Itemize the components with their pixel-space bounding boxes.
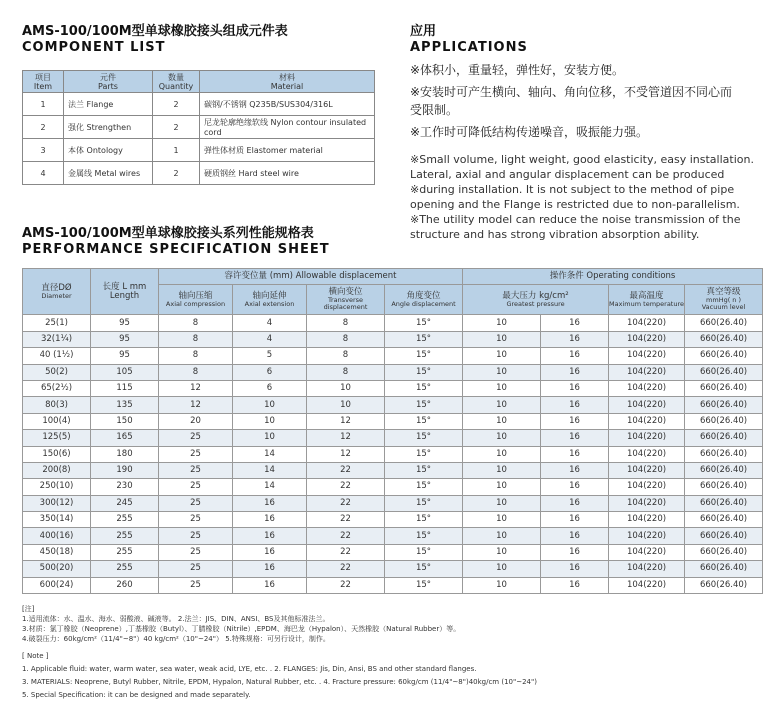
spec-cell-length: 165: [91, 430, 159, 446]
spec-cell-transverse: 8: [307, 315, 385, 331]
spec-cell-angle: 15°: [385, 364, 463, 380]
spec-cell-temperature: 104(220): [609, 512, 685, 528]
spec-cell-transverse: 8: [307, 348, 385, 364]
spec-cell-pressure-b: 16: [541, 512, 609, 528]
spec-cell-length: 180: [91, 446, 159, 462]
spec-cell-angle: 15°: [385, 495, 463, 511]
spec-cell-vacuum: 660(26.40): [685, 397, 763, 413]
spec-cell-temperature: 104(220): [609, 462, 685, 478]
spec-cell-vacuum: 660(26.40): [685, 315, 763, 331]
header-item: 项目 Item: [23, 71, 64, 93]
spec-cell-vacuum: 660(26.40): [685, 331, 763, 347]
spec-cell-angle: 15°: [385, 446, 463, 462]
spec-cell-pressure-b: 16: [541, 348, 609, 364]
spec-cell-diameter: 125(5): [23, 430, 91, 446]
spec-cell-angle: 15°: [385, 413, 463, 429]
notes-en-head: [ Note ]: [22, 652, 49, 660]
notes-en: [22, 651, 537, 700]
spec-cell-axial-compression: 25: [159, 462, 233, 478]
spec-cell-pressure-a: 10: [463, 348, 541, 364]
spec-cell-axial-extension: 5: [233, 348, 307, 364]
header-operating-conditions: 操作条件 Operating conditions: [463, 269, 763, 285]
spec-cell-axial-compression: 12: [159, 380, 233, 396]
spec-cell-diameter: 32(1¼): [23, 331, 91, 347]
spec-cell-angle: 15°: [385, 577, 463, 593]
spec-cell-angle: 15°: [385, 397, 463, 413]
spec-cell-axial-extension: 16: [233, 512, 307, 528]
spec-cell-vacuum: 660(26.40): [685, 544, 763, 560]
application-en-line: opening and the Flange is restricted due to non-parallelism.: [410, 198, 740, 211]
spec-cell-axial-extension: 10: [233, 397, 307, 413]
spec-cell-pressure-a: 10: [463, 512, 541, 528]
application-cn-line: ※安装时可产生横向、轴向、角向位移，不受管道因不同心而: [410, 85, 733, 99]
spec-cell-angle: 15°: [385, 479, 463, 495]
component-cell-qty: 2: [153, 116, 200, 139]
spec-row: [23, 544, 763, 560]
spec-row: [23, 577, 763, 593]
spec-cell-diameter: 40 (1½): [23, 348, 91, 364]
spec-cell-vacuum: 660(26.40): [685, 446, 763, 462]
spec-cell-axial-extension: 6: [233, 364, 307, 380]
application-cn-line: ※体积小，重量轻，弹性好，安装方便。: [410, 63, 625, 77]
spec-cell-axial-compression: 8: [159, 348, 233, 364]
spec-cell-vacuum: 660(26.40): [685, 512, 763, 528]
spec-cell-transverse: 22: [307, 544, 385, 560]
spec-cell-axial-extension: 16: [233, 561, 307, 577]
spec-cell-diameter: 80(3): [23, 397, 91, 413]
spec-cell-temperature: 104(220): [609, 544, 685, 560]
header-axial-compression: 轴向压缩 Axial compression: [159, 285, 233, 315]
spec-cell-temperature: 104(220): [609, 528, 685, 544]
header-length: 长度 L mm Length: [91, 269, 159, 315]
spec-cell-axial-extension: 16: [233, 528, 307, 544]
header-material: 材料 Material: [200, 71, 375, 93]
header-greatest-pressure: 最大压力 kg/cm² Greatest pressure: [463, 285, 609, 315]
note-en-line: 3. MATERIALS: Neoprene, Butyl Rubber, Nitrile, EPDM, Hypalon, Natural Rubber, etc. . 4. Fracture pressure: 60kg/cm (11/4"~8")40kg/cm (10"~24"): [22, 678, 537, 686]
spec-cell-axial-compression: 25: [159, 577, 233, 593]
spec-cell-length: 245: [91, 495, 159, 511]
spec-cell-axial-extension: 16: [233, 577, 307, 593]
spec-cell-pressure-b: 16: [541, 397, 609, 413]
component-cell-qty: 2: [153, 93, 200, 116]
spec-row: [23, 561, 763, 577]
component-cell-material: 弹性体材质 Elastomer material: [200, 139, 375, 162]
header-axial-extension: 轴向延伸 Axial extension: [233, 285, 307, 315]
component-cell-item: 2: [23, 116, 64, 139]
spec-cell-transverse: 8: [307, 364, 385, 380]
header-quantity: 数量 Quantity: [153, 71, 200, 93]
spec-cell-temperature: 104(220): [609, 413, 685, 429]
note-en-line: 1. Applicable fluid: water, warm water, sea water, weak acid, LYE, etc. . 2. FLANGES: Jis, Din, Ansi, BS and other standard flanges.: [22, 665, 477, 673]
spec-cell-pressure-a: 10: [463, 462, 541, 478]
spec-cell-axial-compression: 25: [159, 446, 233, 462]
spec-cell-temperature: 104(220): [609, 348, 685, 364]
spec-cell-pressure-a: 10: [463, 430, 541, 446]
spec-cell-transverse: 10: [307, 397, 385, 413]
spec-row: [23, 348, 763, 364]
spec-cell-diameter: 65(2½): [23, 380, 91, 396]
spec-row: [23, 364, 763, 380]
spec-cell-length: 255: [91, 528, 159, 544]
notes-cn: [22, 604, 460, 644]
spec-row: [23, 380, 763, 396]
component-table: [22, 70, 375, 185]
spec-cell-pressure-a: 10: [463, 495, 541, 511]
applications-title-cn: 应用: [410, 24, 437, 39]
component-cell-item: 1: [23, 93, 64, 116]
spec-cell-length: 255: [91, 512, 159, 528]
spec-cell-transverse: 10: [307, 380, 385, 396]
spec-row: [23, 462, 763, 478]
component-cell-material: 硬质钢丝 Hard steel wire: [200, 162, 375, 185]
spec-cell-vacuum: 660(26.40): [685, 364, 763, 380]
application-en-line: structure and has strong vibration absorption ability.: [410, 228, 700, 241]
spec-cell-pressure-a: 10: [463, 479, 541, 495]
component-title-cn: AMS-100/100M型单球橡胶接头组成元件表: [22, 24, 288, 39]
spec-cell-length: 150: [91, 413, 159, 429]
spec-cell-temperature: 104(220): [609, 397, 685, 413]
spec-cell-length: 95: [91, 348, 159, 364]
component-cell-material: 碳钢/不锈钢 Q235B/SUS304/316L: [200, 93, 375, 116]
spec-cell-axial-compression: 8: [159, 315, 233, 331]
spec-cell-pressure-a: 10: [463, 577, 541, 593]
spec-row: [23, 430, 763, 446]
spec-cell-transverse: 22: [307, 512, 385, 528]
spec-cell-axial-compression: 8: [159, 331, 233, 347]
spec-cell-angle: 15°: [385, 430, 463, 446]
spec-cell-temperature: 104(220): [609, 561, 685, 577]
header-vacuum-level: 真空等级 mmHg( n ) Vacuum level: [685, 285, 763, 315]
spec-cell-pressure-b: 16: [541, 495, 609, 511]
spec-cell-pressure-a: 10: [463, 544, 541, 560]
spec-cell-pressure-a: 10: [463, 331, 541, 347]
application-cn-line: ※工作时可降低结构传递噪音，吸振能力强。: [410, 125, 649, 139]
spec-cell-pressure-a: 10: [463, 397, 541, 413]
spec-cell-pressure-a: 10: [463, 561, 541, 577]
spec-cell-diameter: 25(1): [23, 315, 91, 331]
spec-cell-vacuum: 660(26.40): [685, 561, 763, 577]
spec-cell-pressure-b: 16: [541, 577, 609, 593]
note-cn-line: 4.破裂压力：60kg/cm²（11/4"~8"）40 kg/cm²（10"~24"） 5.特殊规格：可另行设计，制作。: [22, 635, 330, 643]
spec-cell-transverse: 22: [307, 561, 385, 577]
component-cell-part: 本体 Ontology: [64, 139, 153, 162]
spec-cell-vacuum: 660(26.40): [685, 348, 763, 364]
spec-cell-diameter: 200(8): [23, 462, 91, 478]
spec-cell-transverse: 12: [307, 413, 385, 429]
spec-cell-temperature: 104(220): [609, 315, 685, 331]
spec-cell-transverse: 12: [307, 430, 385, 446]
header-transverse-displacement: 横向变位 Transverse displacement: [307, 285, 385, 315]
spec-cell-transverse: 22: [307, 528, 385, 544]
spec-cell-diameter: 250(10): [23, 479, 91, 495]
spec-cell-axial-compression: 25: [159, 512, 233, 528]
spec-cell-axial-extension: 4: [233, 315, 307, 331]
header-parts: 元件 Parts: [64, 71, 153, 93]
note-cn-line: 3.材质：氯丁橡胶（Neoprene）,丁基橡胶（Butyl）、丁腈橡胶（Nitrile）,EPDM、海巴龙（Hypalon）、天然橡胶（Natural Rubber）等。: [22, 625, 461, 633]
spec-cell-axial-compression: 25: [159, 495, 233, 511]
notes-cn-head: [注]: [22, 605, 35, 613]
spec-cell-angle: 15°: [385, 380, 463, 396]
spec-cell-temperature: 104(220): [609, 364, 685, 380]
component-cell-material: 尼龙轮廓绝缘软线 Nylon contour insulated cord: [200, 116, 375, 139]
component-cell-item: 4: [23, 162, 64, 185]
spec-cell-axial-compression: 25: [159, 544, 233, 560]
spec-cell-axial-extension: 4: [233, 331, 307, 347]
spec-cell-angle: 15°: [385, 331, 463, 347]
spec-cell-temperature: 104(220): [609, 430, 685, 446]
header-angle-displacement: 角度变位 Angle displacement: [385, 285, 463, 315]
component-row: [23, 162, 375, 185]
spec-cell-angle: 15°: [385, 561, 463, 577]
application-en-line: ※during installation. It is not subject to the method of pipe: [410, 183, 735, 196]
spec-cell-transverse: 8: [307, 331, 385, 347]
spec-cell-pressure-b: 16: [541, 430, 609, 446]
spec-cell-temperature: 104(220): [609, 495, 685, 511]
spec-cell-length: 260: [91, 577, 159, 593]
spec-cell-axial-compression: 12: [159, 397, 233, 413]
performance-table: [22, 268, 763, 594]
spec-row: [23, 446, 763, 462]
spec-cell-pressure-a: 10: [463, 446, 541, 462]
component-title-en: COMPONENT LIST: [22, 40, 166, 55]
spec-cell-axial-compression: 25: [159, 430, 233, 446]
spec-cell-angle: 15°: [385, 512, 463, 528]
spec-cell-diameter: 500(20): [23, 561, 91, 577]
component-cell-part: 金属线 Metal wires: [64, 162, 153, 185]
spec-cell-vacuum: 660(26.40): [685, 577, 763, 593]
spec-cell-transverse: 22: [307, 462, 385, 478]
spec-cell-vacuum: 660(26.40): [685, 462, 763, 478]
applications-cn-list: [410, 61, 732, 141]
spec-cell-diameter: 100(4): [23, 413, 91, 429]
component-cell-part: 法兰 Flange: [64, 93, 153, 116]
spec-cell-pressure-a: 10: [463, 528, 541, 544]
spec-cell-vacuum: 660(26.40): [685, 495, 763, 511]
note-en-line: 5. Special Specification: it can be designed and made separately.: [22, 691, 251, 699]
spec-row: [23, 315, 763, 331]
spec-cell-vacuum: 660(26.40): [685, 413, 763, 429]
application-en-line: ※The utility model can reduce the noise transmission of the: [410, 213, 741, 226]
spec-cell-length: 95: [91, 315, 159, 331]
spec-cell-diameter: 600(24): [23, 577, 91, 593]
spec-row: [23, 528, 763, 544]
spec-cell-transverse: 22: [307, 479, 385, 495]
component-row: [23, 116, 375, 139]
component-cell-qty: 2: [153, 162, 200, 185]
spec-cell-axial-extension: 6: [233, 380, 307, 396]
spec-cell-diameter: 300(12): [23, 495, 91, 511]
spec-cell-pressure-b: 16: [541, 528, 609, 544]
spec-cell-angle: 15°: [385, 315, 463, 331]
applications-en-list: [410, 152, 754, 242]
performance-title-cn: AMS-100/100M型单球橡胶接头系列性能规格表: [22, 226, 314, 241]
component-row: [23, 93, 375, 116]
spec-cell-pressure-b: 16: [541, 315, 609, 331]
spec-row: [23, 512, 763, 528]
spec-cell-diameter: 350(14): [23, 512, 91, 528]
spec-cell-pressure-b: 16: [541, 544, 609, 560]
spec-cell-diameter: 450(18): [23, 544, 91, 560]
spec-cell-axial-extension: 14: [233, 479, 307, 495]
spec-cell-axial-compression: 25: [159, 561, 233, 577]
spec-cell-temperature: 104(220): [609, 577, 685, 593]
spec-cell-length: 255: [91, 561, 159, 577]
spec-cell-pressure-b: 16: [541, 413, 609, 429]
spec-cell-angle: 15°: [385, 544, 463, 560]
component-cell-item: 3: [23, 139, 64, 162]
component-row: [23, 139, 375, 162]
applications-title-en: APPLICATIONS: [410, 40, 528, 55]
spec-cell-axial-extension: 10: [233, 430, 307, 446]
spec-cell-axial-extension: 10: [233, 413, 307, 429]
note-cn-line: 1.适用流体：水、温水、海水、弱酸液、碱液等。 2.法兰：JIS、DIN、ANSI、BS及其他标准法兰。: [22, 615, 330, 623]
header-allowable-displacement: 容许变位量 (mm) Allowable displacement: [159, 269, 463, 285]
spec-cell-angle: 15°: [385, 528, 463, 544]
spec-cell-pressure-b: 16: [541, 364, 609, 380]
spec-cell-pressure-b: 16: [541, 380, 609, 396]
spec-cell-length: 95: [91, 331, 159, 347]
spec-cell-pressure-b: 16: [541, 446, 609, 462]
spec-cell-axial-compression: 8: [159, 364, 233, 380]
spec-cell-transverse: 12: [307, 446, 385, 462]
spec-cell-length: 190: [91, 462, 159, 478]
spec-cell-length: 105: [91, 364, 159, 380]
spec-cell-length: 255: [91, 544, 159, 560]
spec-cell-vacuum: 660(26.40): [685, 479, 763, 495]
spec-cell-diameter: 150(6): [23, 446, 91, 462]
spec-cell-pressure-b: 16: [541, 561, 609, 577]
spec-cell-temperature: 104(220): [609, 479, 685, 495]
spec-row: [23, 397, 763, 413]
spec-row: [23, 413, 763, 429]
spec-cell-pressure-a: 10: [463, 315, 541, 331]
spec-cell-vacuum: 660(26.40): [685, 430, 763, 446]
spec-row: [23, 479, 763, 495]
spec-cell-pressure-a: 10: [463, 380, 541, 396]
spec-cell-temperature: 104(220): [609, 331, 685, 347]
header-diameter: 直径DØ Diameter: [23, 269, 91, 315]
spec-cell-pressure-b: 16: [541, 462, 609, 478]
spec-cell-axial-compression: 25: [159, 479, 233, 495]
application-en-line: Lateral, axial and angular displacement can be produced: [410, 168, 725, 181]
spec-cell-axial-extension: 16: [233, 495, 307, 511]
spec-cell-axial-extension: 14: [233, 462, 307, 478]
spec-cell-vacuum: 660(26.40): [685, 380, 763, 396]
spec-cell-length: 115: [91, 380, 159, 396]
spec-cell-axial-extension: 14: [233, 446, 307, 462]
spec-cell-pressure-b: 16: [541, 479, 609, 495]
spec-cell-axial-compression: 25: [159, 528, 233, 544]
spec-cell-vacuum: 660(26.40): [685, 528, 763, 544]
spec-row: [23, 495, 763, 511]
spec-cell-angle: 15°: [385, 348, 463, 364]
spec-row: [23, 331, 763, 347]
spec-cell-pressure-a: 10: [463, 364, 541, 380]
spec-cell-length: 135: [91, 397, 159, 413]
spec-cell-temperature: 104(220): [609, 446, 685, 462]
spec-cell-diameter: 400(16): [23, 528, 91, 544]
component-cell-qty: 1: [153, 139, 200, 162]
component-cell-part: 强化 Strengthen: [64, 116, 153, 139]
application-cn-line: 受限制。: [410, 103, 459, 117]
spec-cell-diameter: 50(2): [23, 364, 91, 380]
spec-cell-pressure-b: 16: [541, 331, 609, 347]
performance-title-en: PERFORMANCE SPECIFICATION SHEET: [22, 242, 330, 257]
spec-cell-temperature: 104(220): [609, 380, 685, 396]
spec-cell-pressure-a: 10: [463, 413, 541, 429]
spec-cell-angle: 15°: [385, 462, 463, 478]
spec-cell-transverse: 22: [307, 495, 385, 511]
spec-cell-length: 230: [91, 479, 159, 495]
spec-cell-transverse: 22: [307, 577, 385, 593]
application-en-line: ※Small volume, light weight, good elasticity, easy installation.: [410, 153, 754, 166]
spec-cell-axial-compression: 20: [159, 413, 233, 429]
header-maximum-temperature: 最高温度 Maximum temperature: [609, 285, 685, 315]
spec-cell-axial-extension: 16: [233, 544, 307, 560]
